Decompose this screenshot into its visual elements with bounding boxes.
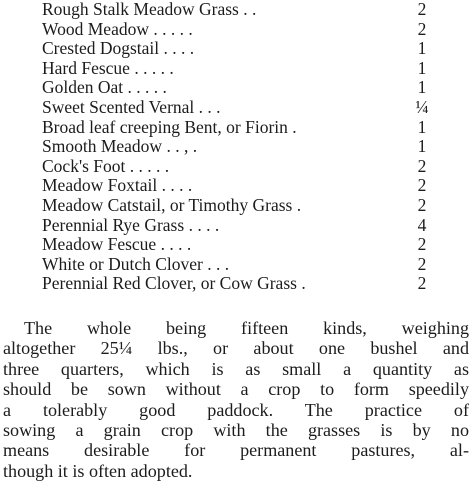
list-item — [42, 274, 432, 294]
leader-dots: . . . . . — [148, 18, 193, 39]
grass-quantity: 4 — [417, 214, 427, 235]
grass-name: Meadow Fescue — [42, 234, 157, 255]
grass-quantity: 1 — [417, 57, 427, 78]
grass-seed-list — [42, 0, 432, 294]
grass-name: Hard Fescue — [42, 57, 130, 78]
list-item — [42, 196, 432, 216]
leader-dots: . — [292, 194, 302, 215]
list-item — [42, 20, 432, 40]
grass-name: Perennial Rye Grass — [42, 214, 185, 235]
grass-name: White or Dutch Clover — [42, 253, 203, 274]
list-item — [42, 78, 432, 98]
grass-quantity: ¼ — [415, 96, 429, 117]
grass-quantity: 1 — [417, 77, 427, 98]
list-item — [42, 176, 432, 196]
leader-dots: . . . . . — [125, 155, 170, 176]
grass-name: Wood Meadow — [42, 18, 149, 39]
list-item — [42, 235, 432, 255]
grass-name: Cock's Foot — [42, 155, 126, 176]
leader-dots: . — [287, 116, 297, 137]
paragraph-line: sowing a grain crop with the grasses is by no — [3, 420, 469, 441]
list-item — [42, 98, 432, 118]
list-item — [42, 157, 432, 177]
body-paragraph — [3, 318, 469, 481]
paragraph-line: three quarters, which is as small a quantity as — [3, 358, 469, 379]
leader-dots: . . , . — [162, 136, 198, 157]
leader-dots: . . . — [194, 96, 221, 117]
grass-quantity: 1 — [417, 136, 427, 157]
grass-name: Smooth Meadow — [42, 136, 163, 157]
grass-name: Meadow Foxtail — [42, 175, 158, 196]
paragraph-line: The whole being fifteen kinds, weighing — [24, 318, 469, 338]
grass-quantity: 2 — [417, 18, 427, 39]
leader-dots: . . . . — [156, 234, 192, 255]
paragraph-line: should be sown without a crop to form speedily — [3, 379, 469, 400]
grass-quantity: 1 — [417, 38, 427, 59]
grass-name: Rough Stalk Meadow Grass — [42, 0, 239, 19]
leader-dots: . . — [238, 0, 257, 19]
list-item — [42, 216, 432, 236]
grass-quantity: 2 — [417, 273, 427, 294]
grass-quantity: 2 — [417, 175, 427, 196]
list-item — [42, 137, 432, 157]
grass-name: Broad leaf creeping Bent, or Fiorin — [42, 116, 288, 137]
paragraph-line: though it is often adopted. — [3, 460, 193, 481]
list-item — [42, 59, 432, 79]
leader-dots: . . . — [202, 253, 230, 274]
grass-quantity: 2 — [417, 253, 427, 274]
grass-name: Golden Oat — [42, 77, 124, 98]
list-item — [42, 255, 432, 275]
grass-name: Sweet Scented Vernal — [42, 96, 195, 117]
grass-quantity: 1 — [417, 116, 427, 137]
leader-dots: . . . . — [157, 175, 193, 196]
grass-name: Perennial Red Clover, or Cow Grass — [42, 273, 297, 294]
list-item — [42, 118, 432, 138]
paragraph-line: means desirable for permanent pastures, al- — [3, 440, 469, 461]
grass-name: Meadow Catstail, or Timothy Grass — [42, 194, 293, 215]
leader-dots: . . . . . — [123, 77, 167, 98]
grass-name: Crested Dogstail — [42, 38, 160, 59]
leader-dots: . . . . — [159, 38, 195, 59]
list-item — [42, 0, 432, 20]
grass-quantity: 2 — [417, 234, 427, 255]
grass-quantity: 2 — [417, 0, 427, 19]
list-item — [42, 39, 432, 59]
grass-quantity: 2 — [417, 194, 427, 215]
leader-dots: . . . . . — [129, 57, 174, 78]
grass-quantity: 2 — [417, 155, 427, 176]
paragraph-line: a tolerably good paddock. The practice of — [3, 399, 469, 420]
paragraph-line: altogether 25¼ lbs., or about one bushel and — [3, 338, 469, 359]
leader-dots: . . . . — [184, 214, 220, 235]
leader-dots: . — [296, 273, 306, 294]
